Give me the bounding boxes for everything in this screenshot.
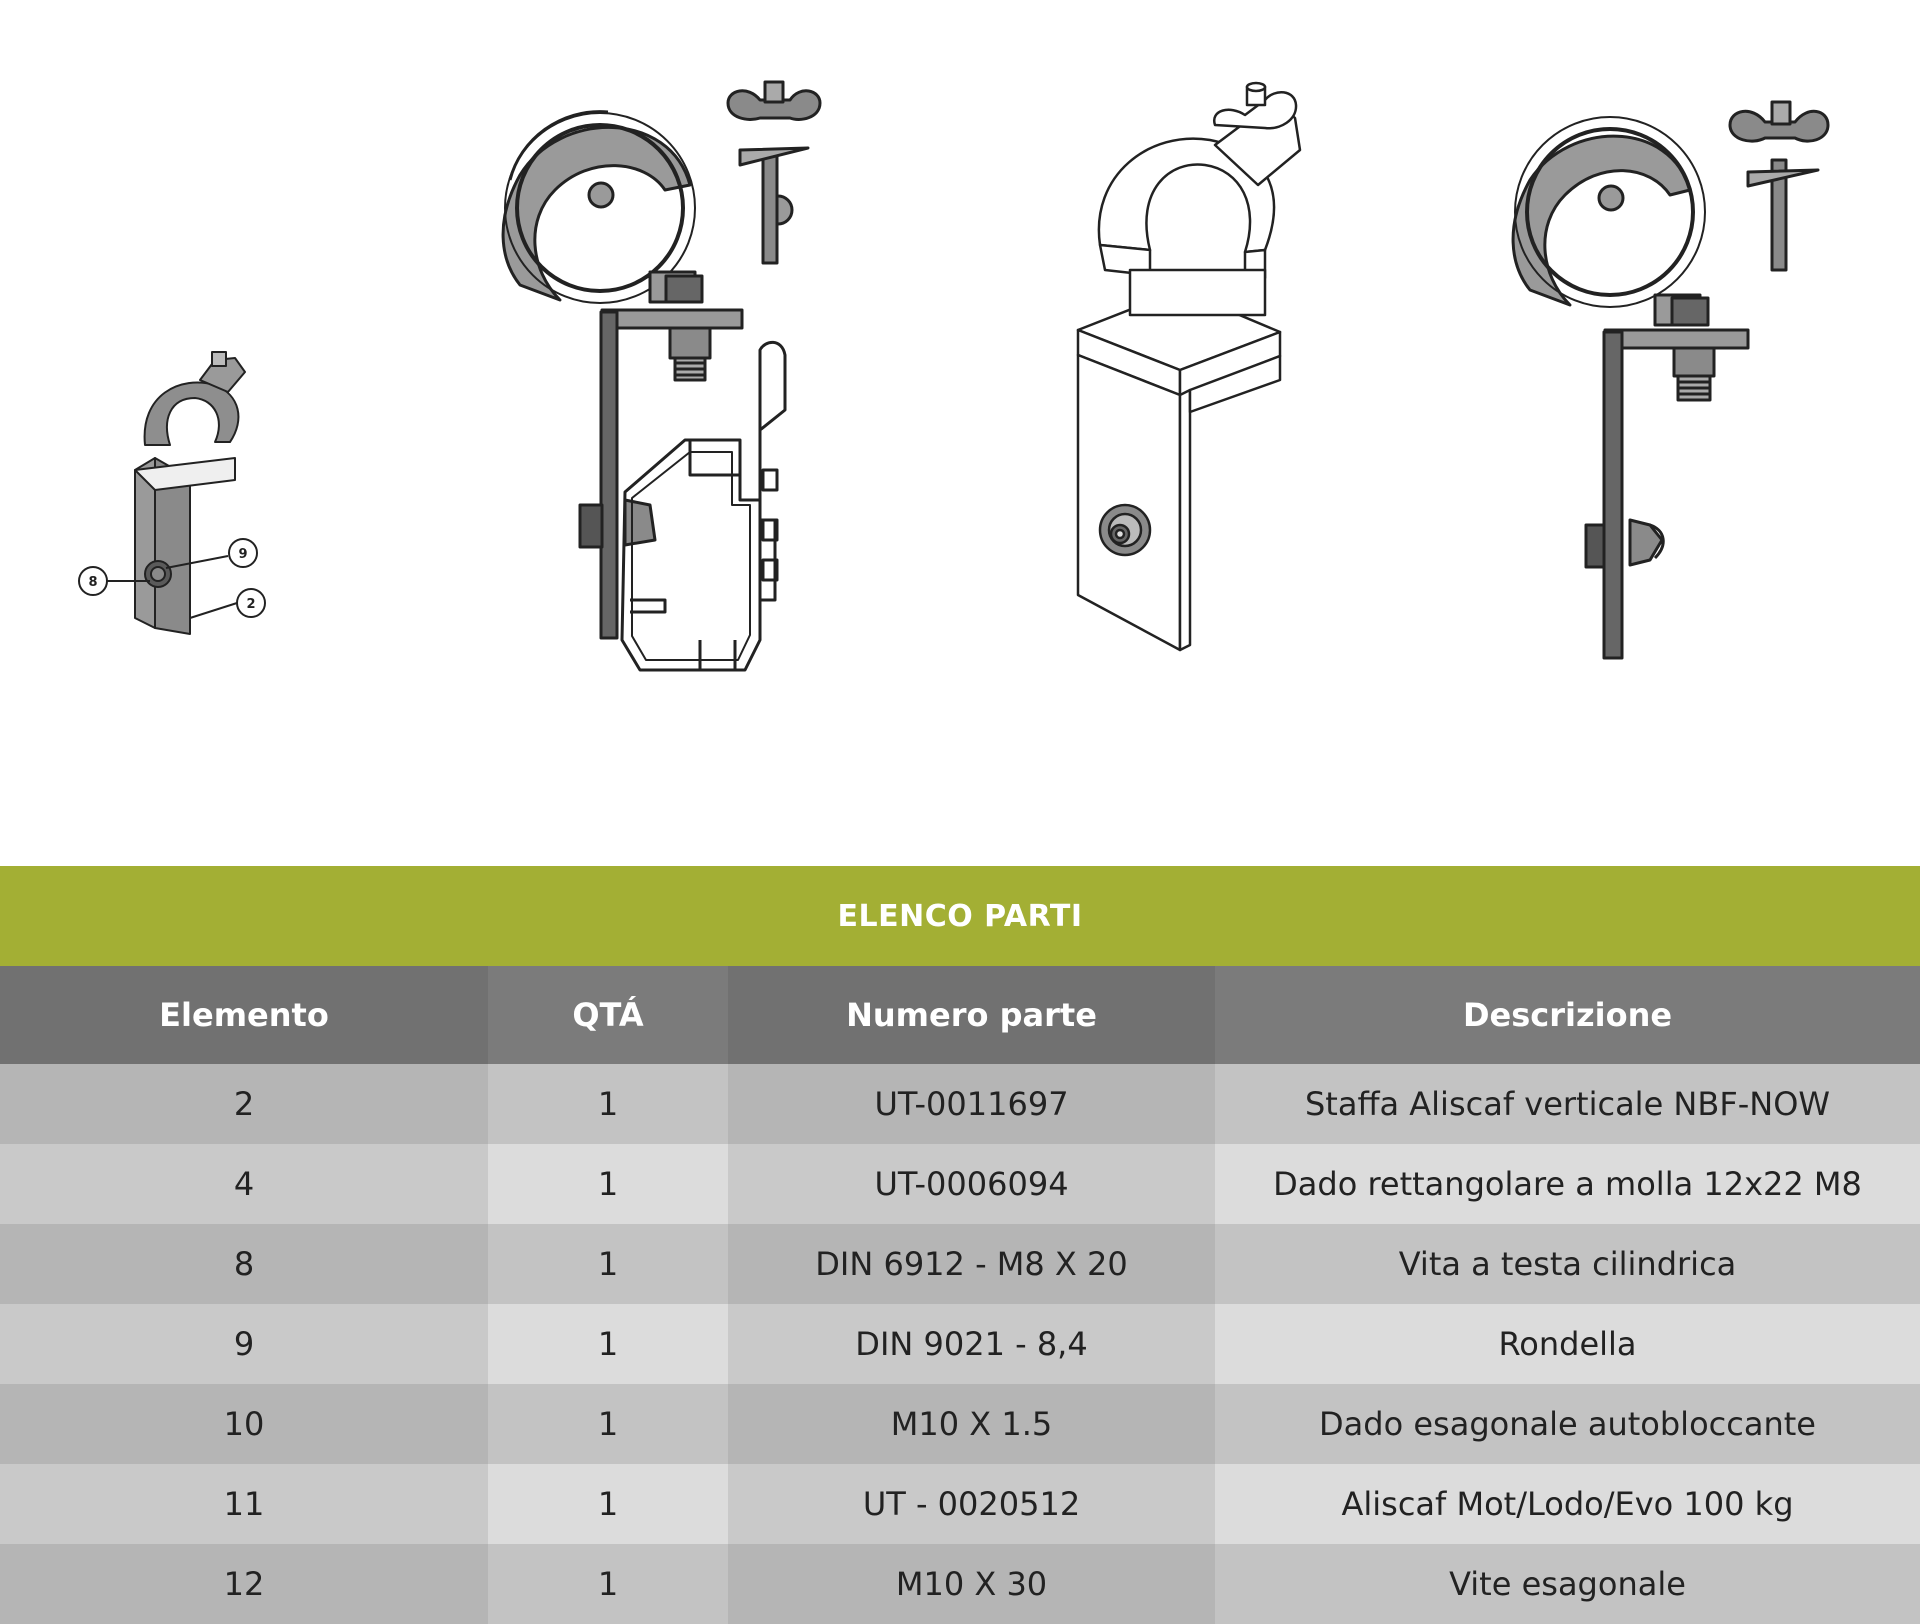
callout-label-8: 8 (88, 575, 98, 590)
cell-descrizione: Dado rettangolare a molla 12x22 M8 (1215, 1144, 1920, 1224)
table-row (0, 1064, 1920, 1144)
cell-numero-parte: M10 X 1.5 (728, 1384, 1215, 1464)
cell-elemento: 12 (0, 1544, 488, 1624)
column-header-qta: QTÁ (488, 966, 728, 1064)
callout-label-9: 9 (238, 547, 248, 562)
parts-list-section (0, 866, 1920, 1624)
cell-elemento: 9 (0, 1304, 488, 1384)
cell-elemento: 4 (0, 1144, 488, 1224)
cell-descrizione: Vite esagonale (1215, 1544, 1920, 1624)
cell-descrizione: Staffa Aliscaf verticale NBF-NOW (1215, 1064, 1920, 1144)
cell-qta: 1 (488, 1304, 728, 1384)
column-header-descrizione: Descrizione (1215, 966, 1920, 1064)
parts-table (0, 966, 1920, 1624)
parts-list-title: ELENCO PARTI (0, 866, 1920, 966)
column-header-numero-parte: Numero parte (728, 966, 1215, 1064)
column-header-elemento: Elemento (0, 966, 488, 1064)
cell-numero-parte: DIN 9021 - 8,4 (728, 1304, 1215, 1384)
cell-qta: 1 (488, 1064, 728, 1144)
cell-elemento: 8 (0, 1224, 488, 1304)
cell-numero-parte: UT-0011697 (728, 1064, 1215, 1144)
cell-elemento: 10 (0, 1384, 488, 1464)
cell-elemento: 11 (0, 1464, 488, 1544)
isometric-assembly-small (135, 352, 248, 634)
cell-descrizione: Vita a testa cilindrica (1215, 1224, 1920, 1304)
cell-qta: 1 (488, 1144, 728, 1224)
table-header-row (0, 966, 1920, 1064)
cell-qta: 1 (488, 1224, 728, 1304)
isometric-bracket-line-drawing (1078, 83, 1300, 650)
cell-qta: 1 (488, 1544, 728, 1624)
cell-numero-parte: DIN 6912 - M8 X 20 (728, 1224, 1215, 1304)
table-row (0, 1304, 1920, 1384)
cell-numero-parte: M10 X 30 (728, 1544, 1215, 1624)
cell-descrizione: Dado esagonale autobloccante (1215, 1384, 1920, 1464)
side-view-clamp (1513, 102, 1828, 658)
table-row (0, 1464, 1920, 1544)
cell-qta: 1 (488, 1464, 728, 1544)
table-row (0, 1384, 1920, 1464)
cell-descrizione: Aliscaf Mot/Lodo/Evo 100 kg (1215, 1464, 1920, 1544)
cell-numero-parte: UT-0006094 (728, 1144, 1215, 1224)
table-row (0, 1144, 1920, 1224)
cell-descrizione: Rondella (1215, 1304, 1920, 1384)
cell-qta: 1 (488, 1384, 728, 1464)
table-row (0, 1224, 1920, 1304)
cell-numero-parte: UT - 0020512 (728, 1464, 1215, 1544)
side-view-clamp-with-profile (503, 82, 820, 670)
callout-label-2: 2 (246, 597, 256, 612)
table-row (0, 1544, 1920, 1624)
cell-elemento: 2 (0, 1064, 488, 1144)
